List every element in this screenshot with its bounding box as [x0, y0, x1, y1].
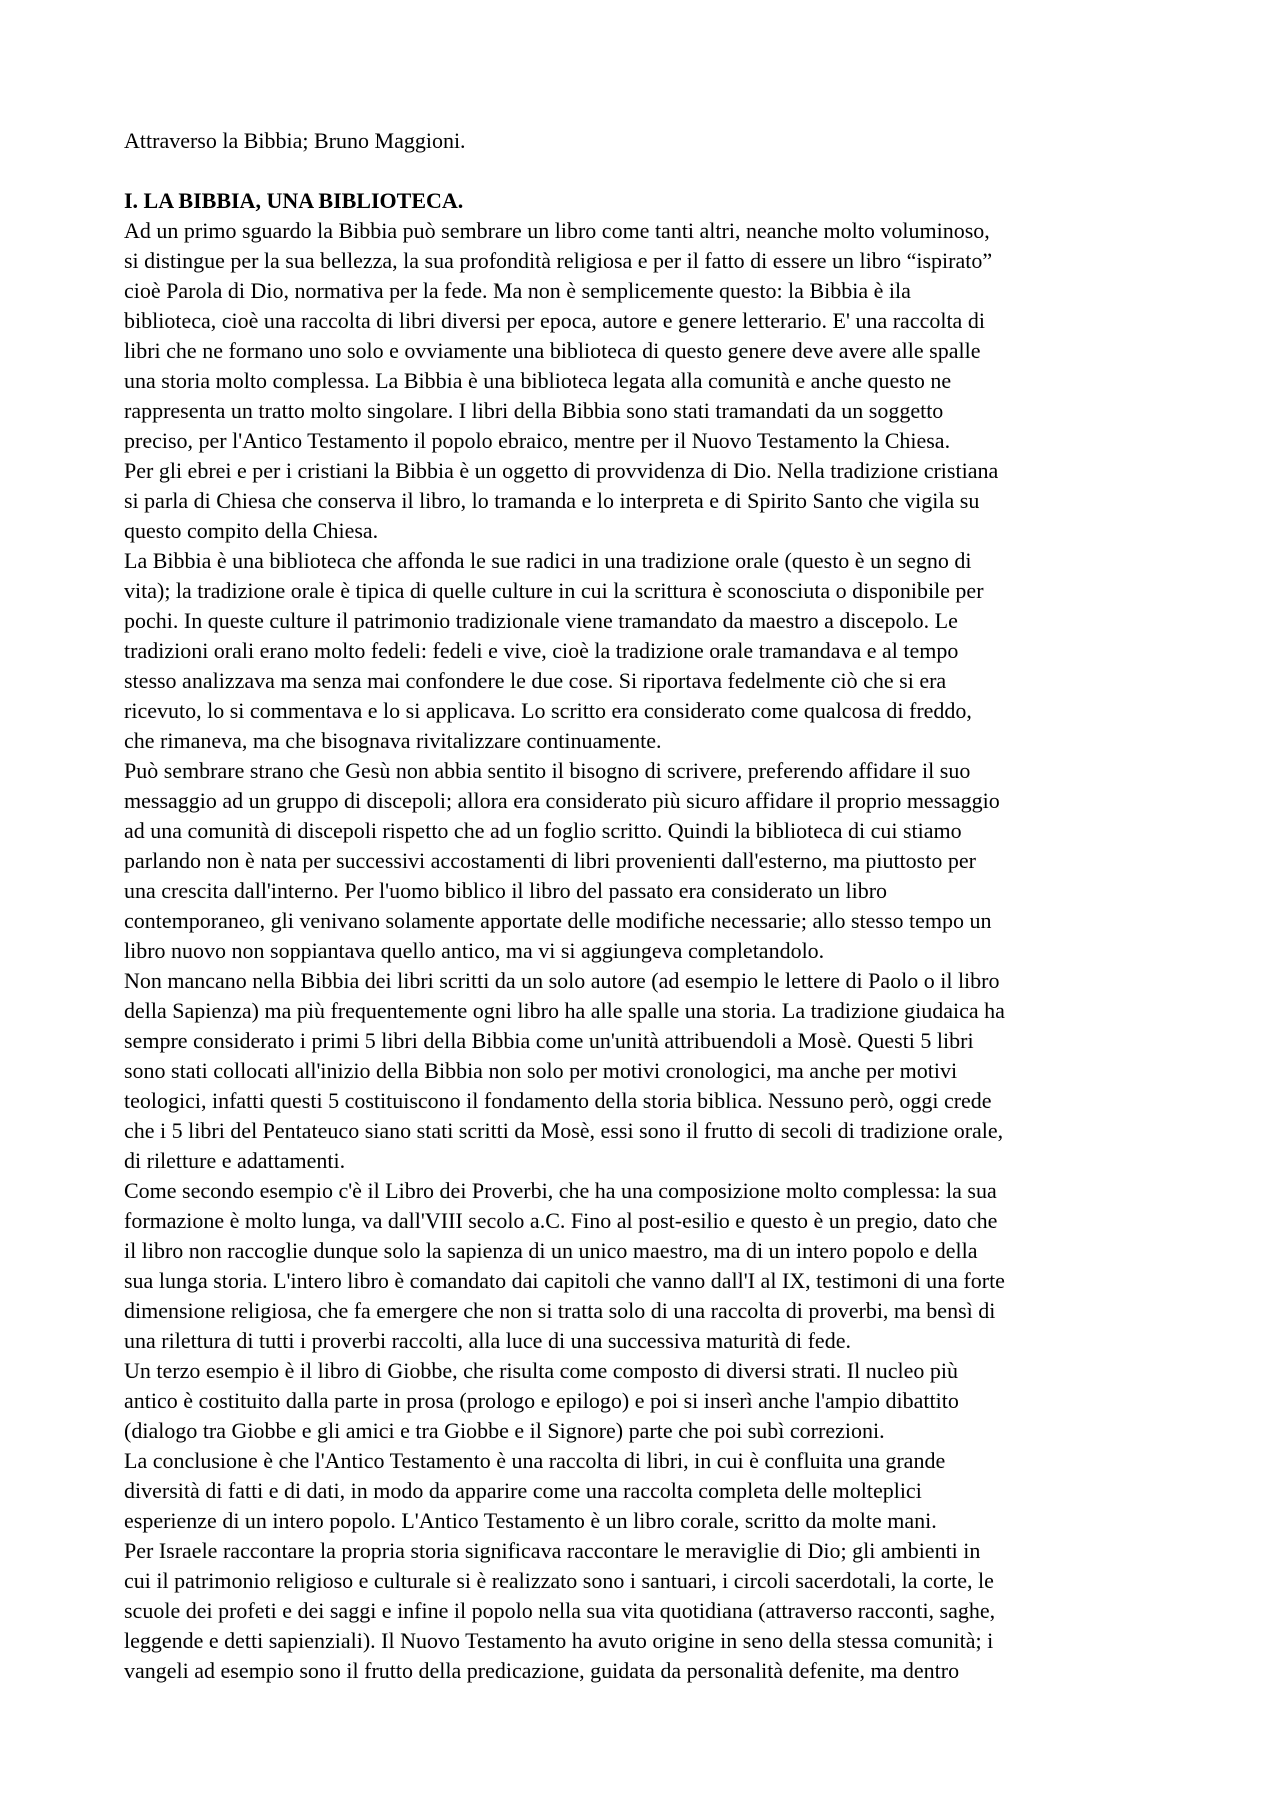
- text-line: di riletture e adattamenti.: [124, 1148, 346, 1173]
- text-line: ad una comunità di discepoli rispetto che ad un foglio scritto. Quindi la biblioteca di cui stiamo: [124, 818, 962, 843]
- text-line: Può sembrare strano che Gesù non abbia sentito il bisogno di scrivere, preferendo affidare il suo: [124, 758, 971, 783]
- text-line: Ad un primo sguardo la Bibbia può sembrare un libro come tanti altri, neanche molto voluminoso,: [124, 218, 990, 243]
- text-line: stesso analizzava ma senza mai confondere le due cose. Si riportava fedelmente ciò che si era: [124, 668, 947, 693]
- text-line: Per gli ebrei e per i cristiani la Bibbia è un oggetto di provvidenza di Dio. Nella tradizione cristiana: [124, 458, 999, 483]
- text-line: tradizioni orali erano molto fedeli: fedeli e vive, cioè la tradizione orale tramandava e al tempo: [124, 638, 959, 663]
- text-line: che rimaneva, ma che bisognava rivitalizzare continuamente.: [124, 728, 662, 753]
- text-line: sua lunga storia. L'intero libro è comandato dai capitoli che vanno dall'I al IX, testimoni di una forte: [124, 1268, 1005, 1293]
- text-line: questo compito della Chiesa.: [124, 518, 379, 543]
- text-line: messaggio ad un gruppo di discepoli; allora era considerato più sicuro affidare il proprio messaggio: [124, 788, 1000, 813]
- text-line: il libro non raccoglie dunque solo la sapienza di un unico maestro, ma di un intero popolo e della: [124, 1238, 978, 1263]
- text-line: (dialogo tra Giobbe e gli amici e tra Giobbe e il Signore) parte che poi subì correzioni.: [124, 1418, 885, 1443]
- text-line: si distingue per la sua bellezza, la sua profondità religiosa e per il fatto di essere un libro “ispirato”: [124, 248, 993, 273]
- text-line: diversità di fatti e di dati, in modo da apparire come una raccolta completa delle molteplici: [124, 1478, 922, 1503]
- document-page: [124, 126, 1174, 1686]
- text-line: dimensione religiosa, che fa emergere che non si tratta solo di una raccolta di proverbi, ma bensì di: [124, 1298, 996, 1323]
- document-title: Attraverso la Bibbia; Bruno Maggioni.: [124, 128, 466, 153]
- text-line: una crescita dall'interno. Per l'uomo biblico il libro del passato era considerato un libro: [124, 878, 888, 903]
- text-line: rappresenta un tratto molto singolare. I libri della Bibbia sono stati tramandati da un soggetto: [124, 398, 944, 423]
- text-line: Per Israele raccontare la propria storia significava raccontare le meraviglie di Dio; gli ambienti in: [124, 1538, 981, 1563]
- text-line: contemporaneo, gli venivano solamente apportate delle modifiche necessarie; allo stesso tempo un: [124, 908, 992, 933]
- text-line: che i 5 libri del Pentateuco siano stati scritti da Mosè, essi sono il frutto di secoli di tradizione orale,: [124, 1118, 1004, 1143]
- text-line: antico è costituito dalla parte in prosa (prologo e epilogo) e poi si inserì anche l'ampio dibattito: [124, 1388, 959, 1413]
- text-line: si parla di Chiesa che conserva il libro, lo tramanda e lo interpreta e di Spirito Santo che vigila su: [124, 488, 980, 513]
- text-line: libri che ne formano uno solo e ovviamente una biblioteca di questo genere deve avere alle spalle: [124, 338, 981, 363]
- text-line: cui il patrimonio religioso e culturale si è realizzato sono i santuari, i circoli sacerdotali, la corte, le: [124, 1568, 994, 1593]
- text-line: ricevuto, lo si commentava e lo si applicava. Lo scritto era considerato come qualcosa di freddo,: [124, 698, 972, 723]
- text-line: libro nuovo non soppiantava quello antico, ma vi si aggiungeva completandolo.: [124, 938, 825, 963]
- text-line: La conclusione è che l'Antico Testamento è una raccolta di libri, in cui è confluita una grande: [124, 1448, 946, 1473]
- body-text: [124, 216, 1174, 1686]
- text-line: della Sapienza) ma più frequentemente ogni libro ha alle spalle una storia. La tradizione giudaica ha: [124, 998, 1005, 1023]
- section-heading: I. LA BIBBIA, UNA BIBLIOTECA.: [124, 188, 464, 213]
- text-line: formazione è molto lunga, va dall'VIII secolo a.C. Fino al post-esilio e questo è un pregio, dato che: [124, 1208, 998, 1233]
- text-line: una rilettura di tutti i proverbi raccolti, alla luce di una successiva maturità di fede.: [124, 1328, 851, 1353]
- text-line: una storia molto complessa. La Bibbia è una biblioteca legata alla comunità e anche questo ne: [124, 368, 952, 393]
- text-line: sempre considerato i primi 5 libri della Bibbia come un'unità attribuendoli a Mosè. Questi 5 libri: [124, 1028, 974, 1053]
- text-line: vita); la tradizione orale è tipica di quelle culture in cui la scrittura è sconosciuta o disponibile per: [124, 578, 984, 603]
- text-line: leggende e detti sapienziali). Il Nuovo Testamento ha avuto origine in seno della stessa comunità; i: [124, 1628, 994, 1653]
- text-line: Non mancano nella Bibbia dei libri scritti da un solo autore (ad esempio le lettere di Paolo o il libro: [124, 968, 1000, 993]
- text-line: scuole dei profeti e dei saggi e infine il popolo nella sua vita quotidiana (attraverso racconti, saghe,: [124, 1598, 996, 1623]
- text-line: Come secondo esempio c'è il Libro dei Proverbi, che ha una composizione molto complessa: la sua: [124, 1178, 997, 1203]
- text-line: La Bibbia è una biblioteca che affonda le sue radici in una tradizione orale (questo è un segno di: [124, 548, 972, 573]
- text-line: Un terzo esempio è il libro di Giobbe, che risulta come composto di diversi strati. Il nucleo più: [124, 1358, 958, 1383]
- text-line: sono stati collocati all'inizio della Bibbia non solo per motivi cronologici, ma anche per motivi: [124, 1058, 958, 1083]
- text-line: cioè Parola di Dio, normativa per la fede. Ma non è semplicemente questo: la Bibbia è ila: [124, 278, 911, 303]
- text-line: vangeli ad esempio sono il frutto della predicazione, guidata da personalità defenite, ma dentro: [124, 1658, 960, 1683]
- text-line: esperienze di un intero popolo. L'Antico Testamento è un libro corale, scritto da molte mani.: [124, 1508, 937, 1533]
- text-line: biblioteca, cioè una raccolta di libri diversi per epoca, autore e genere letterario. E' una raccolta di: [124, 308, 985, 333]
- text-line: preciso, per l'Antico Testamento il popolo ebraico, mentre per il Nuovo Testamento la Chiesa.: [124, 428, 951, 453]
- text-line: pochi. In queste culture il patrimonio tradizionale viene tramandato da maestro a discepolo. Le: [124, 608, 958, 633]
- text-line: parlando non è nata per successivi accostamenti di libri provenienti dall'esterno, ma piuttosto per: [124, 848, 976, 873]
- text-line: teologici, infatti questi 5 costituiscono il fondamento della storia biblica. Nessuno però, oggi crede: [124, 1088, 992, 1113]
